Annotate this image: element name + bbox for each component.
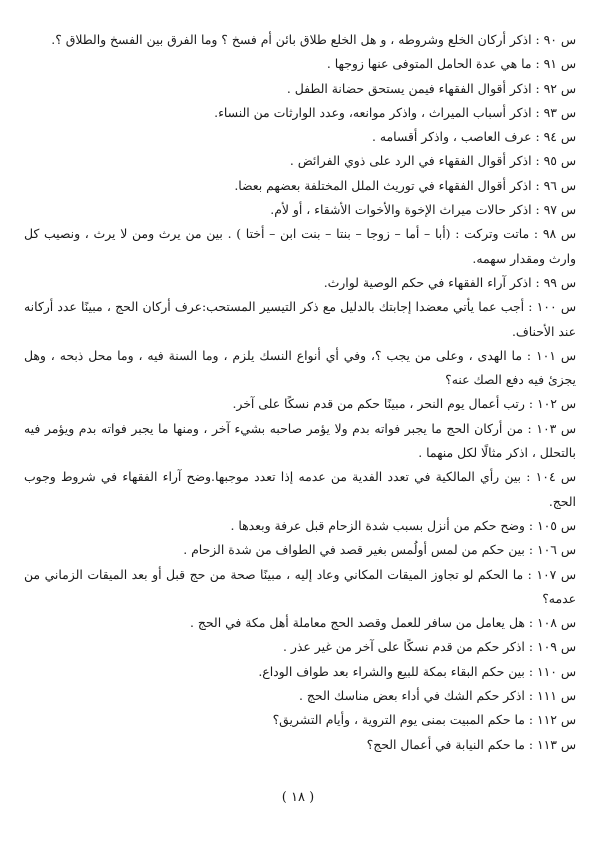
- question-item: [24, 295, 576, 344]
- question-text: من أركان الحج ما يجبر فواته بدم ولا يؤمر صاحبه بشيء آخر ، ومنها ما يجبر فواته بدم ويؤمر فيه بالتحلل ، اذكر مثالًا لكل منهما .: [24, 420, 576, 461]
- question-item: [24, 635, 576, 659]
- question-text: اذكر حكم من قدم نسكًا على آخر من غير عذر .: [283, 639, 525, 655]
- question-item: [24, 101, 576, 125]
- question-item: [24, 708, 576, 732]
- question-number: س ٩٥ :: [535, 153, 576, 169]
- question-number: س ٩٩ :: [535, 274, 576, 290]
- question-item: [24, 28, 576, 52]
- question-text: أجب عما يأتي معضدا إجابتك بالدليل مع ذكر التيسير المستحب:عرف أركان الحج ، مبينًا عدد أركانه عند الأحناف.: [24, 299, 576, 339]
- question-item: [24, 611, 576, 635]
- question-text: اذكر حالات ميراث الإخوة والأخوات الأشقاء ، أو لأم.: [270, 202, 532, 218]
- question-text: ما حكم النيابة في أعمال الحج؟: [366, 736, 525, 752]
- question-item: [24, 465, 576, 514]
- question-item: [24, 222, 576, 271]
- question-number: س ٩٧ :: [535, 202, 576, 218]
- question-number: س ٩٠ :: [535, 32, 576, 47]
- question-number: س ١٠٠ :: [528, 299, 576, 315]
- question-text: ماتت وتركت : (أبا – أما – زوجا – بنتا – بنت ابن – أختا ) . بين من يرث ومن لا يرث ، ونصيب كل وارث ومقدار سهمه.: [24, 226, 576, 266]
- question-item: [24, 271, 576, 295]
- question-text: ما الهدى ، وعلى من يجب ؟، وفي أي أنواع النسك يلزم ، وما السنة فيه ، وما محل ذبحه ، وهل يجزئ فيه دفع الصك عنه؟: [24, 347, 576, 388]
- question-item: [24, 733, 576, 757]
- question-number: س ١٠١ :: [526, 347, 576, 363]
- question-item: [24, 392, 576, 416]
- question-text: بين رأي المالكية في تعدد الفدية من عدمه إذا تعدد موجبها.وضح آراء الفقهاء في شروط وجوب الحج.: [24, 469, 576, 509]
- question-item: [24, 563, 576, 612]
- question-item: [24, 538, 576, 562]
- question-number: س ١٠٢ :: [528, 396, 576, 412]
- question-number: س ١٠٧ :: [527, 566, 576, 582]
- question-item: [24, 174, 576, 198]
- question-text: اذكر أقوال الفقهاء في الرد على ذوي الفرائض .: [289, 153, 532, 169]
- question-item: [24, 125, 576, 149]
- question-text: اذكر أسباب الميراث ، واذكر موانعه، وعدد الوارثات من النساء.: [214, 104, 532, 120]
- question-item: [24, 660, 576, 684]
- question-text: هل يعامل من سافر للعمل وقصد الحج معاملة أهل مكة في الحج .: [190, 615, 525, 631]
- question-number: س ١٠٥ :: [528, 517, 576, 533]
- question-number: س ١٠٩ :: [528, 639, 576, 655]
- question-number: س ٩١ :: [535, 56, 576, 72]
- question-number: س ١٠٤ :: [526, 469, 576, 485]
- question-item: [24, 514, 576, 538]
- question-item: [24, 52, 576, 76]
- question-item: [24, 684, 576, 708]
- question-number: س ١١٠ :: [528, 663, 576, 679]
- question-list: [24, 28, 576, 757]
- question-text: اذكر أقوال الفقهاء فيمن يستحق حضانة الطفل .: [286, 80, 532, 96]
- question-number: س ١٠٣ :: [527, 420, 576, 436]
- question-text: اذكر آراء الفقهاء في حكم الوصية لوارث.: [323, 274, 532, 290]
- question-text: ما الحكم لو تجاوز الميقات المكاني وعاد إليه ، مبينًا صحة من حج قبل أو بعد الميقات الزماني من عدمه؟: [24, 566, 576, 606]
- question-text: عرف العاصب ، واذكر أقسامه .: [372, 129, 532, 145]
- question-number: س ١١٢ :: [528, 712, 576, 728]
- question-number: س ٩٤ :: [535, 129, 576, 145]
- question-item: [24, 149, 576, 173]
- question-number: س ٩٢ :: [535, 80, 576, 96]
- question-text: ما حكم المبيت بمنى يوم التروية ، وأيام التشريق؟: [272, 712, 525, 728]
- question-number: س ٩٣ :: [535, 104, 576, 120]
- question-text: رتب أعمال يوم النحر ، مبينًا حكم من قدم نسكًا على آخر.: [232, 396, 525, 412]
- question-text: بين حكم البقاء بمكة للبيع والشراء بعد طواف الوداع.: [258, 663, 525, 679]
- question-item: [24, 198, 576, 222]
- question-number: س ٩٦ :: [535, 177, 576, 193]
- question-item: [24, 344, 576, 393]
- question-text: بين حكم من لمس أولُمس بغير قصد في الطواف من شدة الزحام .: [183, 542, 525, 558]
- question-number: س ١٠٨ :: [528, 615, 576, 631]
- question-item: [24, 417, 576, 466]
- question-item: [24, 77, 576, 101]
- question-text: اذكر أقوال الفقهاء في توريث الملل المختلفة بعضهم بعضا.: [234, 177, 532, 193]
- question-text: وضح حكم من أنزل بسبب شدة الزحام قبل عرفة وبعدها .: [230, 517, 525, 533]
- page-number: ( ١٨ ): [281, 790, 315, 805]
- question-number: س ١١١ :: [528, 688, 576, 704]
- question-number: س ١٠٦ :: [528, 542, 576, 558]
- question-text: ما هي عدة الحامل المتوفى عنها زوجها .: [326, 56, 532, 72]
- question-text: اذكر حكم الشك في أداء بعض مناسك الحج .: [298, 688, 525, 704]
- question-number: س ١١٣ :: [528, 736, 576, 752]
- question-text: اذكر أركان الخلع وشروطه ، و هل الخلع طلاق بائن أم فسخ ؟ وما الفرق بين الفسخ والطلاق ؟.: [51, 32, 532, 47]
- question-number: س ٩٨ :: [533, 226, 576, 242]
